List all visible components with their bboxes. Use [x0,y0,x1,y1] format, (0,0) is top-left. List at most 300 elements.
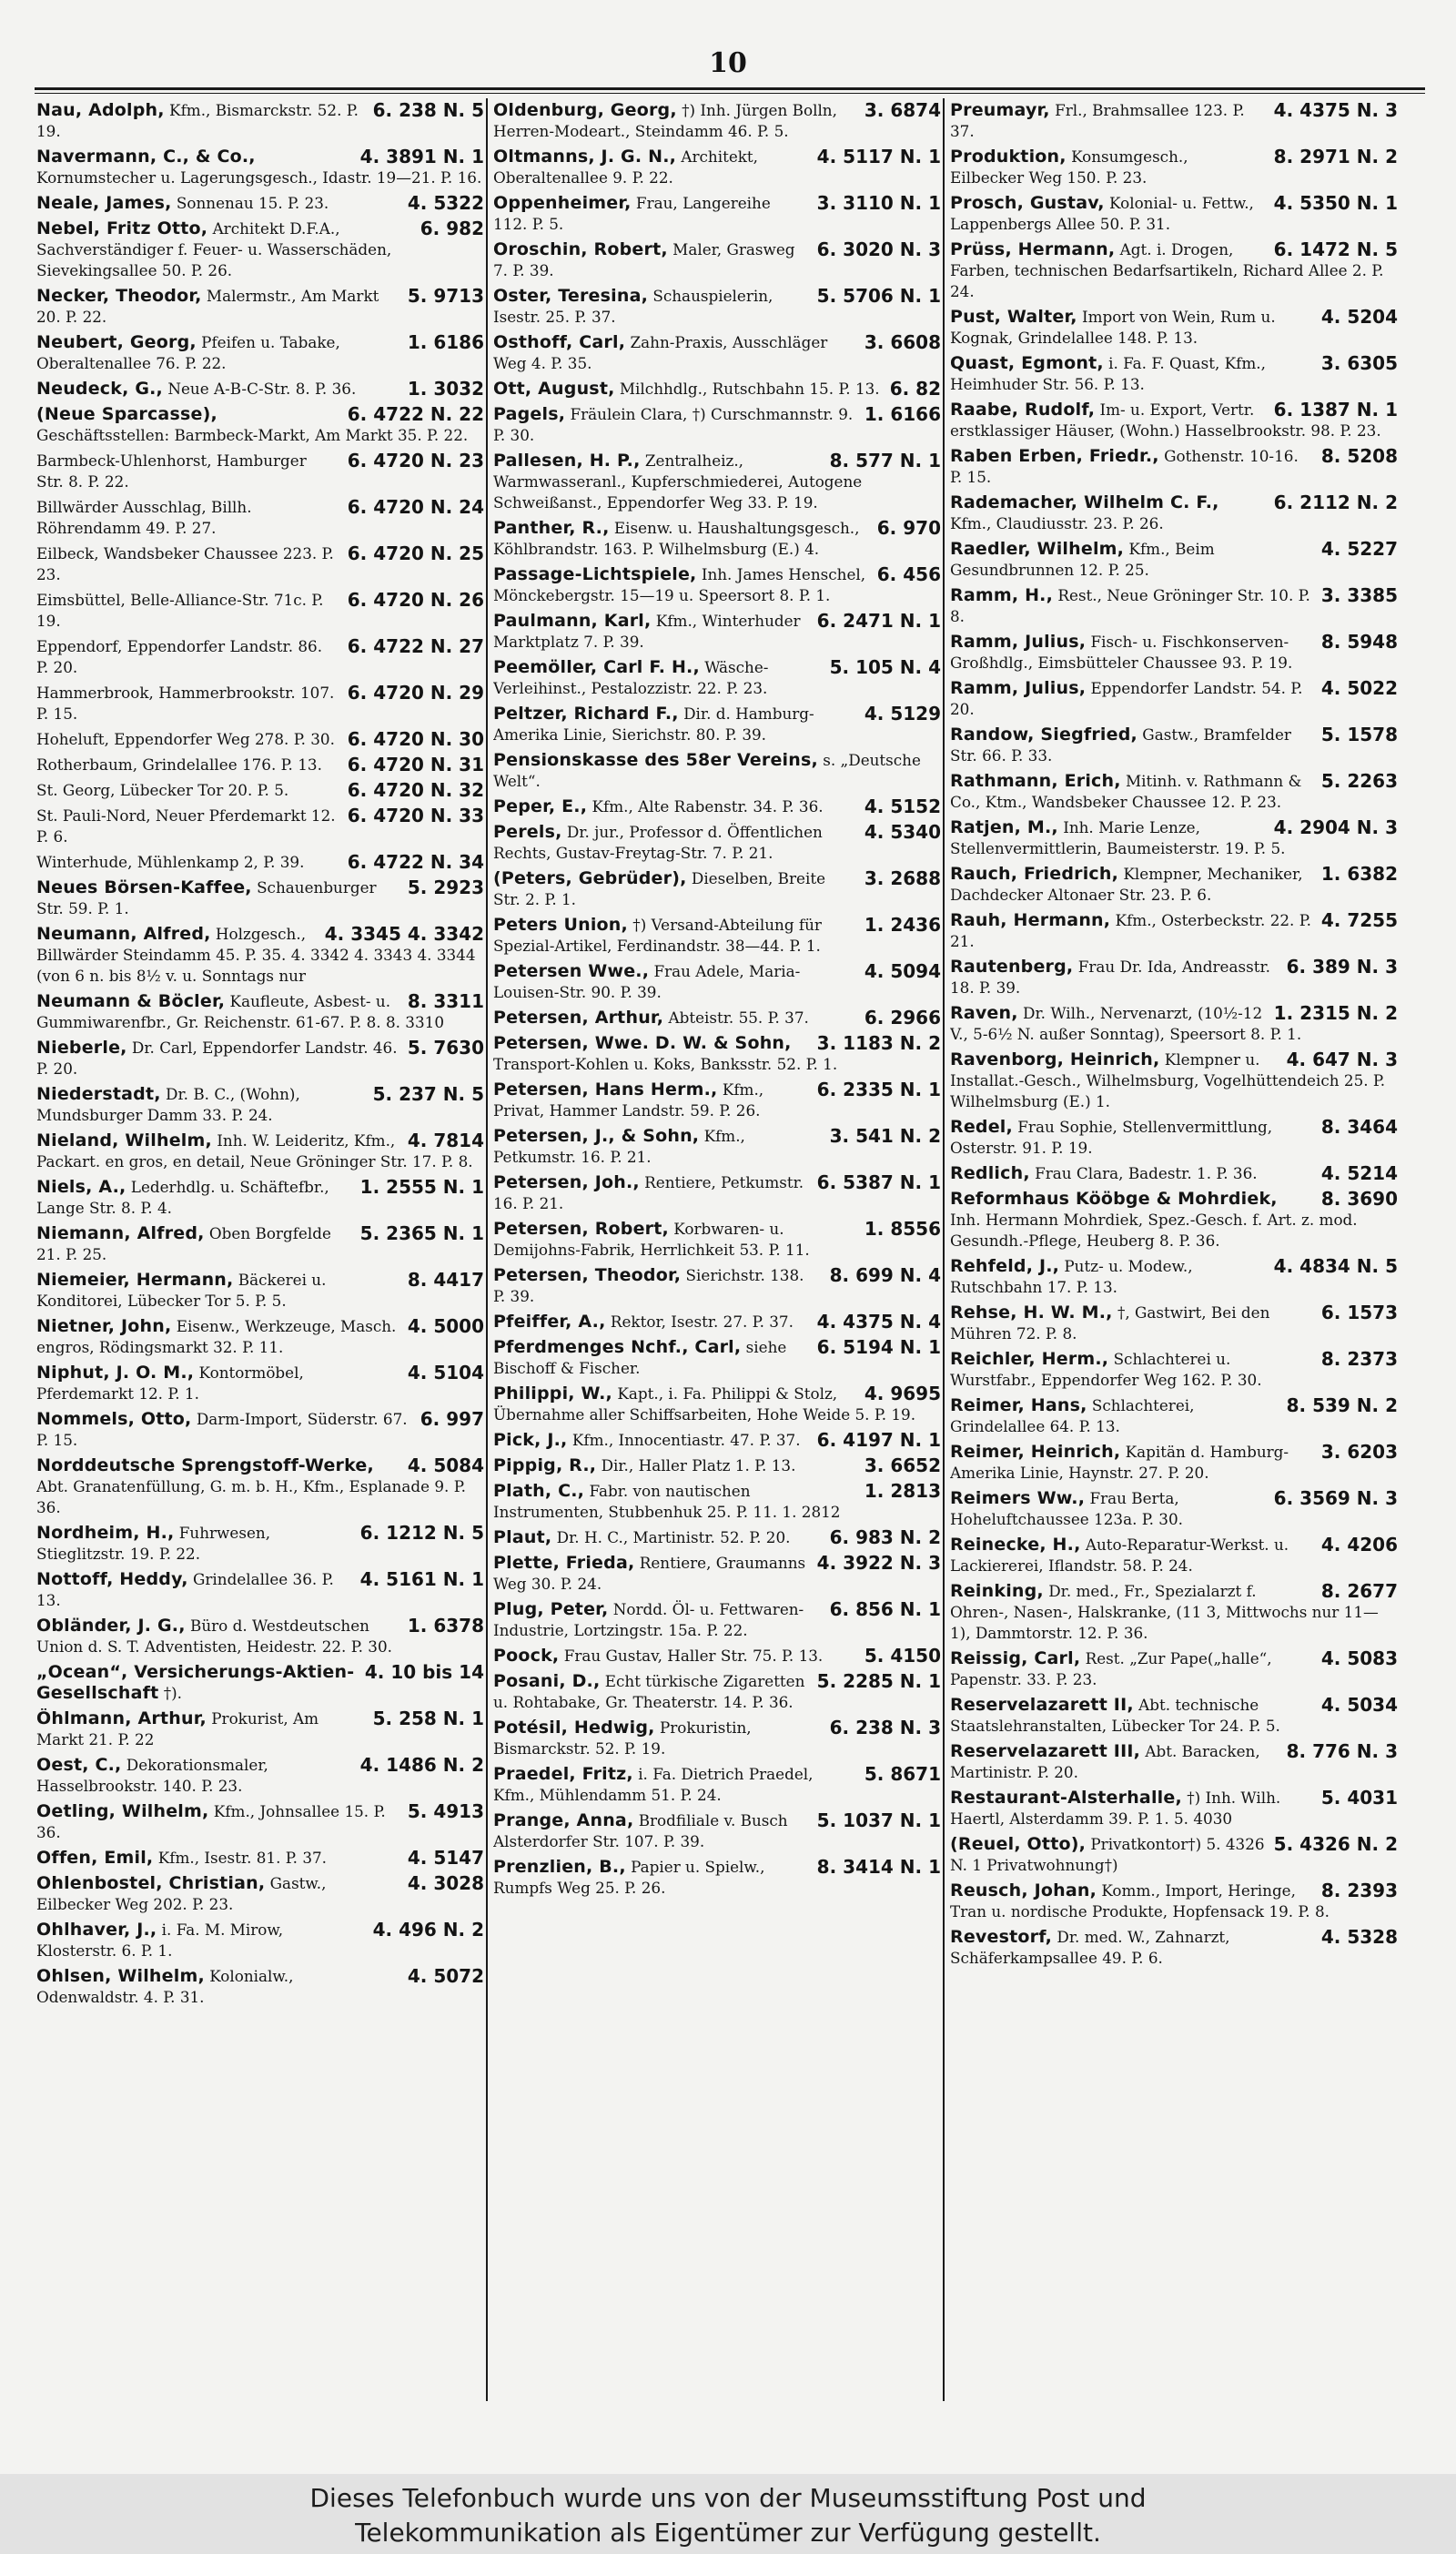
directory-entry [36,1270,484,1312]
entry-name: Obländer, J. G., [36,1616,186,1636]
entry-details: Neue A-B-C-Str. 8. P. 36. [167,380,357,398]
entry-details: Inh. Marie Lenze, Stellenvermittlerin, Baumeisterstr. 19. P. 5. [950,818,1286,857]
entry-details: Frau Sophie, Stellenvermittlung, Osterstr. 91. P. 19. [950,1118,1273,1157]
directory-entry [493,1312,941,1333]
phone-number: 6. 970 [876,518,941,539]
directory-entry [36,1223,484,1265]
directory-entry [36,683,484,725]
directory-entry [36,1409,484,1451]
phone-number: 8. 5948 [1320,632,1398,653]
entry-details: siehe Bischoff & Fischer. [493,1338,787,1377]
phone-number: 6. 4720 N. 31 [347,755,484,775]
entry-name: Plette, Frieda, [493,1553,635,1573]
entry-name: Pick, J., [493,1430,568,1450]
directory-column-2 [493,100,941,2467]
directory-entry [493,1671,941,1713]
phone-number: 1. 2315 N. 2 [1273,1003,1398,1024]
entry-details: Putz- u. Modew., Rutschbahn 17. P. 13. [950,1257,1193,1296]
phone-number: 6. 982 [420,218,484,239]
directory-entry [36,1616,484,1657]
phone-number: 5. 1578 [1320,725,1398,745]
entry-name: Redel, [950,1117,1013,1137]
entry-name: Ohlsen, Wilhelm, [36,1966,205,1986]
directory-entry [493,1553,941,1595]
phone-number: 4. 2904 N. 3 [1273,817,1398,838]
entry-name: Oest, C., [36,1755,122,1775]
directory-entry [36,451,484,492]
entry-name: Rathmann, Erich, [950,771,1121,791]
entry-name: Posani, D., [493,1671,601,1691]
entry-details: Inh. Hermann Mohrdiek, Spez.-Gesch. f. Art. z. mod. Gesundh.-Pflege, Heuberg 8. P. 36. [950,1211,1358,1250]
phone-number: 8. 2393 [1320,1880,1398,1901]
directory-entry [36,286,484,328]
directory-entry [950,585,1398,627]
phone-number: 6. 3569 N. 3 [1273,1488,1398,1509]
directory-entry [36,755,484,775]
entry-details: Auto-Reparatur-Werkst. u. Lackiererei, Iflandstr. 58. P. 24. [950,1535,1289,1575]
phone-number: 4. 5350 N. 1 [1273,193,1398,214]
phone-number: 1. 2436 [864,915,941,936]
entry-details: Dr. Wilh., Nervenarzt, (10½-12 V., 5-6½ N. außer Sonntag), Speersort 8. P. 1. [950,1004,1302,1043]
entry-details: Eppendorfer Landstr. 54. P. 20. [950,679,1303,718]
entry-details: Kfm., Winterhuder Marktplatz 7. P. 39. [493,612,801,651]
entry-details: Nordd. Öl- u. Fettwaren-Industrie, Lortzingstr. 15a. P. 22. [493,1600,804,1639]
phone-number: 4. 5083 [1320,1648,1398,1669]
entry-details: Billwärder Ausschlag, Billh. Röhrendamm 49. P. 27. [36,498,252,537]
directory-entry [493,286,941,328]
directory-entry [493,100,941,142]
phone-number: 5. 237 N. 5 [372,1084,484,1105]
phone-number: 8. 577 N. 1 [829,451,941,471]
entry-name: Niels, A., [36,1177,126,1197]
directory-entry [493,822,941,864]
phone-number: 4. 3891 N. 1 [359,147,484,167]
directory-entry [950,307,1398,349]
phone-number: 4. 4375 N. 4 [816,1312,941,1333]
phone-number: 8. 3690 [1320,1189,1398,1210]
entry-details: Sierichstr. 138. P. 39. [493,1266,804,1305]
entry-details: Brodfiliale v. Busch Alsterdorfer Str. 107. P. 39. [493,1811,788,1850]
directory-entry [36,1755,484,1797]
entry-details: Kfm., Claudiusstr. 23. P. 26. [950,514,1164,532]
entry-name: Perels, [493,822,562,842]
entry-details: i. Fa. F. Quast, Kfm., Heimhuder Str. 56. P. 13. [950,354,1266,393]
directory-entry [36,636,484,678]
directory-entry [493,1646,941,1667]
phone-number: 8. 2971 N. 2 [1273,147,1398,167]
entry-details: Gothenstr. 10-16. P. 15. [950,447,1299,486]
footer-line-2: Telekommunikation als Eigentümer zur Verfügung gestellt. [355,2518,1101,2548]
phone-number: 5. 8671 [864,1764,941,1785]
directory-entry [36,1920,484,1961]
directory-entry [493,611,941,653]
entry-name: Petersen, Joh., [493,1172,640,1192]
directory-entry [493,1126,941,1168]
phone-number: 6. 2335 N. 1 [816,1079,941,1100]
phone-number: 3. 6874 [864,100,941,121]
entry-details: Fabr. von nautischen Instrumenten, Stubbenhuk 25. P. 11. 1. 2812 [493,1482,841,1521]
entry-name: Potésil, Hedwig, [493,1718,655,1738]
directory-entry [950,1741,1398,1783]
entry-name: Plug, Peter, [493,1599,609,1619]
entry-details: †). [163,1684,182,1702]
entry-name: Neumann & Böcler, [36,991,226,1011]
entry-details: †, Gastwirt, Bei den Mühren 72. P. 8. [950,1303,1270,1343]
entry-details: Kapitän d. Hamburg-Amerika Linie, Haynstr. 27. P. 20. [950,1443,1289,1482]
directory-entry [36,1316,484,1358]
directory-entry [36,379,484,400]
phone-number: 4. 5204 [1320,307,1398,328]
entry-name: Plaut, [493,1527,552,1547]
entry-details: Kfm., Innocentiastr. 47. P. 37. [571,1431,801,1449]
phone-number: 4. 3345 4. 3342 [324,924,484,945]
directory-entry [36,1177,484,1219]
entry-name: Neudeck, G., [36,379,163,399]
directory-entry [950,1163,1398,1184]
phone-number: 4. 5084 [407,1455,484,1476]
phone-number: 3. 2688 [864,868,941,889]
phone-number: 1. 6382 [1320,864,1398,885]
entry-details: Darm-Import, Süderstr. 67. P. 15. [36,1410,408,1449]
entry-name: Peters Union, [493,915,628,935]
phone-number: 4. 5000 [407,1316,484,1337]
entry-details: Dr. Carl, Eppendorfer Landstr. 46. P. 20. [36,1039,398,1078]
phone-number: 6. 238 N. 3 [829,1718,941,1738]
directory-entry [493,451,941,513]
entry-name: Niemann, Alfred, [36,1223,205,1243]
phone-number: 6. 4197 N. 1 [816,1430,941,1451]
entry-details: Holzgesch., Billwärder Steindamm 45. P. 35. 4. 3342 4. 3343 4. 3344 (von 6 n. bis 8½ v. u. Sonntags nur [36,925,476,985]
directory-entry [493,1383,941,1425]
entry-name: Rauch, Friedrich, [950,864,1119,884]
directory-entry [950,910,1398,952]
entry-name: Oldenburg, Georg, [493,100,677,120]
entry-name: Offen, Emil, [36,1848,154,1868]
directory-entry [36,806,484,847]
phone-number: 4. 5328 [1320,1927,1398,1948]
entry-name: Prosch, Gustav, [950,193,1105,213]
entry-name: Reservelazarett III, [950,1741,1141,1761]
entry-details: Sonnenau 15. P. 23. [176,194,329,212]
entry-details: i. Fa. Dietrich Praedel, Kfm., Mühlendamm 51. P. 24. [493,1765,814,1804]
entry-details: St. Pauli-Nord, Neuer Pferdemarkt 12. P. 6. [36,806,336,846]
entry-name: Pagels, [493,404,566,424]
entry-name: Rehse, H. W. M., [950,1302,1113,1323]
phone-number: 3. 1183 N. 2 [816,1033,941,1054]
entry-name: Peemöller, Carl F. H., [493,657,700,677]
directory-entry [493,1527,941,1548]
entry-details: Barmbeck-Uhlenhorst, Hamburger Str. 8. P. 22. [36,451,307,491]
directory-entry [493,1265,941,1307]
phone-number: 6. 4720 N. 29 [347,683,484,704]
directory-entry [36,1523,484,1565]
phone-number: 6. 4722 N. 34 [347,852,484,873]
entry-details: Dr. B. C., (Wohn), Mundsburger Damm 33. P. 24. [36,1085,300,1124]
directory-entry [493,1033,941,1075]
entry-details: Frau Adele, Maria-Louisen-Str. 90. P. 39. [493,962,801,1001]
directory-entry [36,1848,484,1869]
entry-name: Neues Börsen-Kaffee, [36,877,252,897]
directory-entry [950,147,1398,188]
entry-name: Prange, Anna, [493,1810,634,1830]
entry-name: Ohlenbostel, Christian, [36,1873,266,1893]
entry-name: Rautenberg, [950,957,1074,977]
directory-entry [950,539,1398,581]
phone-number: 8. 2373 [1320,1349,1398,1370]
phone-number: 5. 1037 N. 1 [816,1810,941,1831]
entry-details: Dekorationsmaler, Hasselbrookstr. 140. P. 23. [36,1756,268,1795]
entry-name: Petersen Wwe., [493,961,650,981]
entry-details: Kfm., Isestr. 81. P. 37. [157,1849,328,1867]
entry-name: Pust, Walter, [950,307,1077,327]
directory-entry [493,796,941,817]
directory-entry [493,1172,941,1214]
entry-details: St. Georg, Lübecker Tor 20. P. 5. [36,781,289,799]
directory-entry [36,1130,484,1172]
entry-details: Import von Wein, Rum u. Kognak, Grindelallee 148. P. 13. [950,308,1276,347]
directory-entry [36,1708,484,1750]
phone-number: 6. 2112 N. 2 [1273,492,1398,513]
entry-details: Korbwaren- u. Demijohns-Fabrik, Herrlichkeit 53. P. 11. [493,1220,810,1259]
entry-details: Hoheluft, Eppendorfer Weg 278. P. 30. [36,730,335,748]
phone-number: 1. 8556 [864,1219,941,1240]
entry-name: Petersen, Hans Herm., [493,1079,718,1100]
entry-name: (Neue Sparcasse), [36,404,217,424]
entry-details: Bäckerei u. Konditorei, Lübecker Tor 5. P. 5. [36,1271,327,1310]
entry-details: Frau Clara, Badestr. 1. P. 36. [1035,1164,1258,1182]
entry-details: Kontormöbel, Pferdemarkt 12. P. 1. [36,1363,304,1403]
phone-number: 5. 4913 [407,1801,484,1822]
directory-entry [493,1455,941,1476]
entry-name: Peltzer, Richard F., [493,704,679,724]
directory-column-1 [36,100,484,2467]
entry-name: Oetling, Wilhelm, [36,1801,209,1821]
entry-name: Ramm, Julius, [950,678,1087,698]
entry-name: Preumayr, [950,100,1050,120]
phone-number: 4. 5152 [864,796,941,817]
phone-number: 5. 2365 N. 1 [359,1223,484,1244]
phone-number: 5. 5706 N. 1 [816,286,941,307]
directory-entry [493,518,941,560]
directory-entry [493,404,941,446]
directory-entry [493,1481,941,1523]
directory-entry [950,1049,1398,1112]
phone-number: 6. 4722 N. 22 [347,404,484,425]
entry-details: Schlachterei, Grindelallee 64. P. 13. [950,1396,1195,1435]
entry-name: Ramm, Julius, [950,632,1087,652]
entry-details: Dieselben, Breite Str. 2. P. 1. [493,869,825,908]
entry-details: s. „Deutsche Welt“. [493,751,921,790]
directory-entry [950,353,1398,395]
entry-details: Frl., Brahmsallee 123. P. 37. [950,101,1245,140]
entry-details: Zahn-Praxis, Ausschläger Weg 4. P. 35. [493,333,828,372]
directory-entry [493,379,941,400]
entry-details: Rest., Neue Gröninger Str. 10. P. 8. [950,586,1310,625]
entry-name: Prenzlien, B., [493,1857,626,1877]
entry-details: Architekt, Oberaltenallee 9. P. 22. [493,147,759,187]
entry-details: Eisenw., Werkzeuge, Masch. engros, Rödingsmarkt 32. P. 11. [36,1317,397,1356]
directory-entry [950,1395,1398,1437]
directory-entry [950,957,1398,998]
directory-entry [950,1535,1398,1576]
phone-number: 1. 3032 [407,379,484,400]
entry-name: Restaurant-Alsterhalle, [950,1788,1182,1808]
entry-name: Nebel, Fritz Otto, [36,218,208,238]
entry-details: Dr. H. C., Martinistr. 52. P. 20. [556,1528,791,1546]
phone-number: 4. 7255 [1320,910,1398,931]
entry-details: Fisch- u. Fischkonserven-Großhdlg., Eimsbütteler Chaussee 93. P. 19. [950,633,1293,672]
entry-details: Schlachterei u. Wurstfabr., Eppendorfer Weg 162. P. 30. [950,1350,1262,1389]
phone-number: 3. 3110 N. 1 [816,193,941,214]
entry-details: Schauenburger Str. 59. P. 1. [36,878,377,917]
phone-number: 8. 3414 N. 1 [816,1857,941,1878]
entry-name: Rademacher, Wilhelm C. F., [950,492,1219,512]
phone-number: 6. 1212 N. 5 [359,1523,484,1544]
entry-details: Zentralheiz., Warmwasseranl., Kupferschmiederei, Autogene Schweißanst., Eppendorfer Weg 33. P. 19. [493,451,863,512]
entry-details: Schauspielerin, Isestr. 25. P. 37. [493,287,774,326]
phone-number: 8. 699 N. 4 [829,1265,941,1286]
directory-entry [36,332,484,374]
entry-details: Kornumstecher u. Lagerungsgesch., Idastr. 19—21. P. 16. [36,168,482,187]
entry-details: Maler, Grasweg 7. P. 39. [493,240,795,279]
phone-number: 5. 4150 [864,1646,941,1667]
entry-details: Prokuristin, Bismarckstr. 52. P. 19. [493,1718,752,1758]
entry-details: Kolonial- u. Fettw., Lappenbergs Allee 50. P. 31. [950,194,1254,233]
phone-number: 5. 105 N. 4 [829,657,941,678]
directory-entry [493,1430,941,1451]
header-rule [35,87,1425,90]
entry-details: Prokurist, Am Markt 21. P. 22 [36,1709,319,1748]
entry-details: Grindelallee 36. P. 13. [36,1570,334,1609]
directory-entry [36,780,484,801]
entry-details: †) Inh. Wilh. Haertl, Alsterdamm 39. P. 1. 5. 4030 [950,1789,1281,1828]
entry-details: Kfm., Alte Rabenstr. 34. P. 36. [592,797,824,816]
entry-name: Raedler, Wilhelm, [950,539,1125,559]
phone-number: 1. 6378 [407,1616,484,1637]
page-number: 10 [709,47,747,79]
directory-entry [950,1189,1398,1252]
directory-entry [36,991,484,1033]
phone-number: 6. 1472 N. 5 [1273,239,1398,260]
entry-details: Rentiere, Graumanns Weg 30. P. 24. [493,1554,806,1593]
phone-number: 4. 5117 N. 1 [816,147,941,167]
directory-entry [36,1662,484,1704]
entry-details: Privatkontor†) 5. 4326 N. 1 Privatwohnung†) [950,1835,1265,1874]
entry-details: Hammerbrook, Hammerbrookstr. 107. P. 15. [36,684,335,723]
directory-entry [950,725,1398,766]
entry-name: Niederstadt, [36,1084,161,1104]
entry-details: Rektor, Isestr. 27. P. 37. [610,1312,794,1331]
entry-details: Mitinh. v. Rathmann & Co., Ktm., Wandsbeker Chaussee 12. P. 23. [950,772,1302,811]
phone-number: 6. 456 [876,564,941,585]
directory-entry [493,704,941,745]
phone-number: 4. 5214 [1320,1163,1398,1184]
entry-details: Kfm., Bismarckstr. 52. P. 19. [36,101,359,140]
entry-name: Reinking, [950,1581,1044,1601]
phone-number: 1. 2555 N. 1 [359,1177,484,1198]
directory-entry [493,564,941,606]
directory-entry [36,1363,484,1404]
entry-details: Dr. med. W., Zahnarzt, Schäferkampsallee 49. P. 6. [950,1928,1230,1967]
directory-entry [493,1857,941,1899]
directory-entry [36,924,484,987]
entry-details: Frau, Langereihe 112. P. 5. [493,194,771,233]
phone-number: 6. 4720 N. 32 [347,780,484,801]
phone-number: 4. 647 N. 3 [1286,1049,1398,1070]
entry-name: Ravenborg, Heinrich, [950,1049,1160,1069]
phone-number: 8. 539 N. 2 [1286,1395,1398,1416]
directory-entry [950,1648,1398,1690]
phone-number: 4. 4375 N. 3 [1273,100,1398,121]
entry-details: Eppendorf, Eppendorfer Landstr. 86. P. 20. [36,637,323,676]
directory-entry [950,632,1398,674]
phone-number: 5. 4031 [1320,1788,1398,1809]
phone-number: 1. 6166 [864,404,941,425]
entry-details: Kfm., Johnsallee 15. P. 36. [36,1802,386,1841]
phone-number: 3. 541 N. 2 [829,1126,941,1147]
entry-name: Nommels, Otto, [36,1409,192,1429]
directory-entry [36,877,484,919]
directory-entry [493,1219,941,1261]
entry-name: Petersen, Robert, [493,1219,669,1239]
entry-name: Raben Erben, Friedr., [950,446,1159,466]
phone-number: 4. 10 bis 14 [364,1662,484,1683]
entry-name: (Reuel, Otto), [950,1834,1087,1854]
entry-name: „Ocean“, Versicherungs-Aktien-Gesellschaft [36,1662,355,1703]
entry-details: †) Inh. Jürgen Bolln, Herren-Modeart., Steindamm 46. P. 5. [493,101,837,140]
directory-entry [950,446,1398,488]
directory-entry [950,1488,1398,1530]
directory-entry [493,193,941,235]
entry-details: †) Versand-Abteilung für Spezial-Artikel, Ferdinandstr. 38—44. P. 1. [493,916,822,955]
entry-name: Raven, [950,1003,1018,1023]
entry-details: Papier u. Spielw., Rumpfs Weg 25. P. 26. [493,1858,765,1897]
entry-details: Abt. Granatenfüllung, G. m. b. H., Kfm., Esplanade 9. P. 36. [36,1477,466,1516]
entry-name: Öhlmann, Arthur, [36,1708,207,1728]
entry-details: Dir. d. Hamburg-Amerika Linie, Sierichstr. 80. P. 39. [493,704,814,744]
directory-entry [493,868,941,910]
entry-name: Reimer, Hans, [950,1395,1087,1415]
phone-number: 4. 5161 N. 1 [359,1569,484,1590]
entry-name: Rehfeld, J., [950,1256,1060,1276]
entry-name: Neubert, Georg, [36,332,197,352]
entry-name: Niemeier, Hermann, [36,1270,234,1290]
entry-name: Pensionskasse des 58er Vereins, [493,750,818,770]
directory-entry [950,400,1398,441]
phone-number: 4. 5147 [407,1848,484,1869]
phone-number: 4. 5322 [407,193,484,214]
phone-number: 8. 3311 [407,991,484,1012]
entry-details: Architekt D.F.A., Sachverständiger f. Feuer- u. Wasserschäden, Sievekingsallee 50. P. 26. [36,219,392,279]
entry-name: Petersen, Arthur, [493,1008,664,1028]
phone-number: 5. 4326 N. 2 [1273,1834,1398,1855]
entry-details: Milchhdlg., Rutschbahn 15. P. 13. [619,380,880,398]
entry-name: Passage-Lichtspiele, [493,564,697,584]
directory-entry [36,147,484,188]
entry-name: Pippig, R., [493,1455,597,1475]
directory-entry [493,147,941,188]
directory-entry [950,1581,1398,1644]
entry-details: Kfm., Beim Gesundbrunnen 12. P. 25. [950,540,1215,579]
entry-name: Nau, Adolph, [36,100,165,120]
entry-name: Ramm, H., [950,585,1054,605]
directory-entry [493,1008,941,1029]
directory-entry [950,239,1398,302]
directory-column-3 [950,100,1398,2467]
phone-number: 1. 6186 [407,332,484,353]
entry-details: Pfeifen u. Tabake, Oberaltenallee 76. P. 22. [36,333,340,372]
phone-number: 8. 5208 [1320,446,1398,467]
